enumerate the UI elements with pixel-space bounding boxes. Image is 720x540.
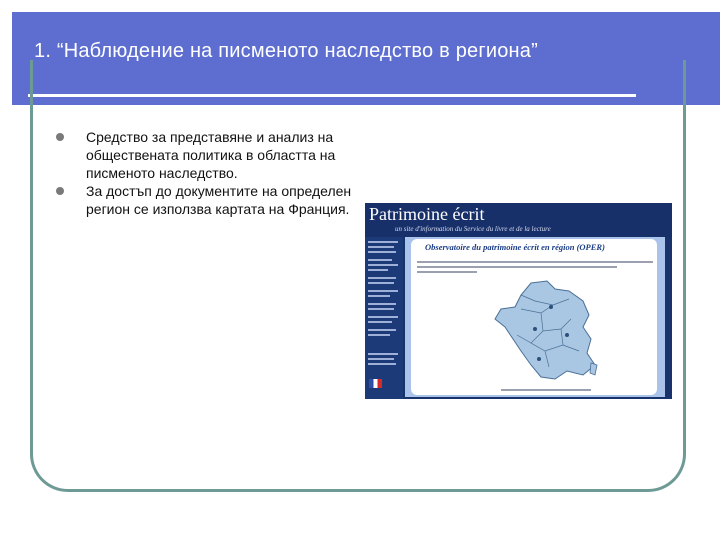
bullet-dot-icon (56, 133, 64, 141)
bullet-list (56, 128, 356, 218)
bullet-item (56, 182, 356, 218)
slide-title: 1. “Наблюдение на писменото наследство в региона” (34, 40, 538, 62)
flag-icon (369, 379, 382, 388)
bullet-dot-icon (56, 187, 64, 195)
france-map-icon[interactable] (491, 279, 601, 385)
panel-title: Observatoire du patrimoine écrit en région (OPER) (425, 242, 605, 252)
website-screenshot (365, 203, 672, 399)
bullet-text: Средство за представяне и анализ на обществената политика в областта на писменото наследство. (86, 129, 336, 181)
site-subtitle: un site d'information du Service du livre et de la lecture (395, 225, 551, 233)
site-header (365, 203, 672, 237)
bullet-text: За достъп до документите на определен регион се използва картата на Франция. (86, 183, 352, 217)
site-main (405, 237, 665, 397)
panel-footer-text (501, 389, 591, 391)
site-sidebar (365, 237, 403, 399)
site-panel (411, 239, 657, 395)
bullet-item (56, 128, 356, 182)
site-brand: Patrimoine écrit (369, 204, 485, 224)
